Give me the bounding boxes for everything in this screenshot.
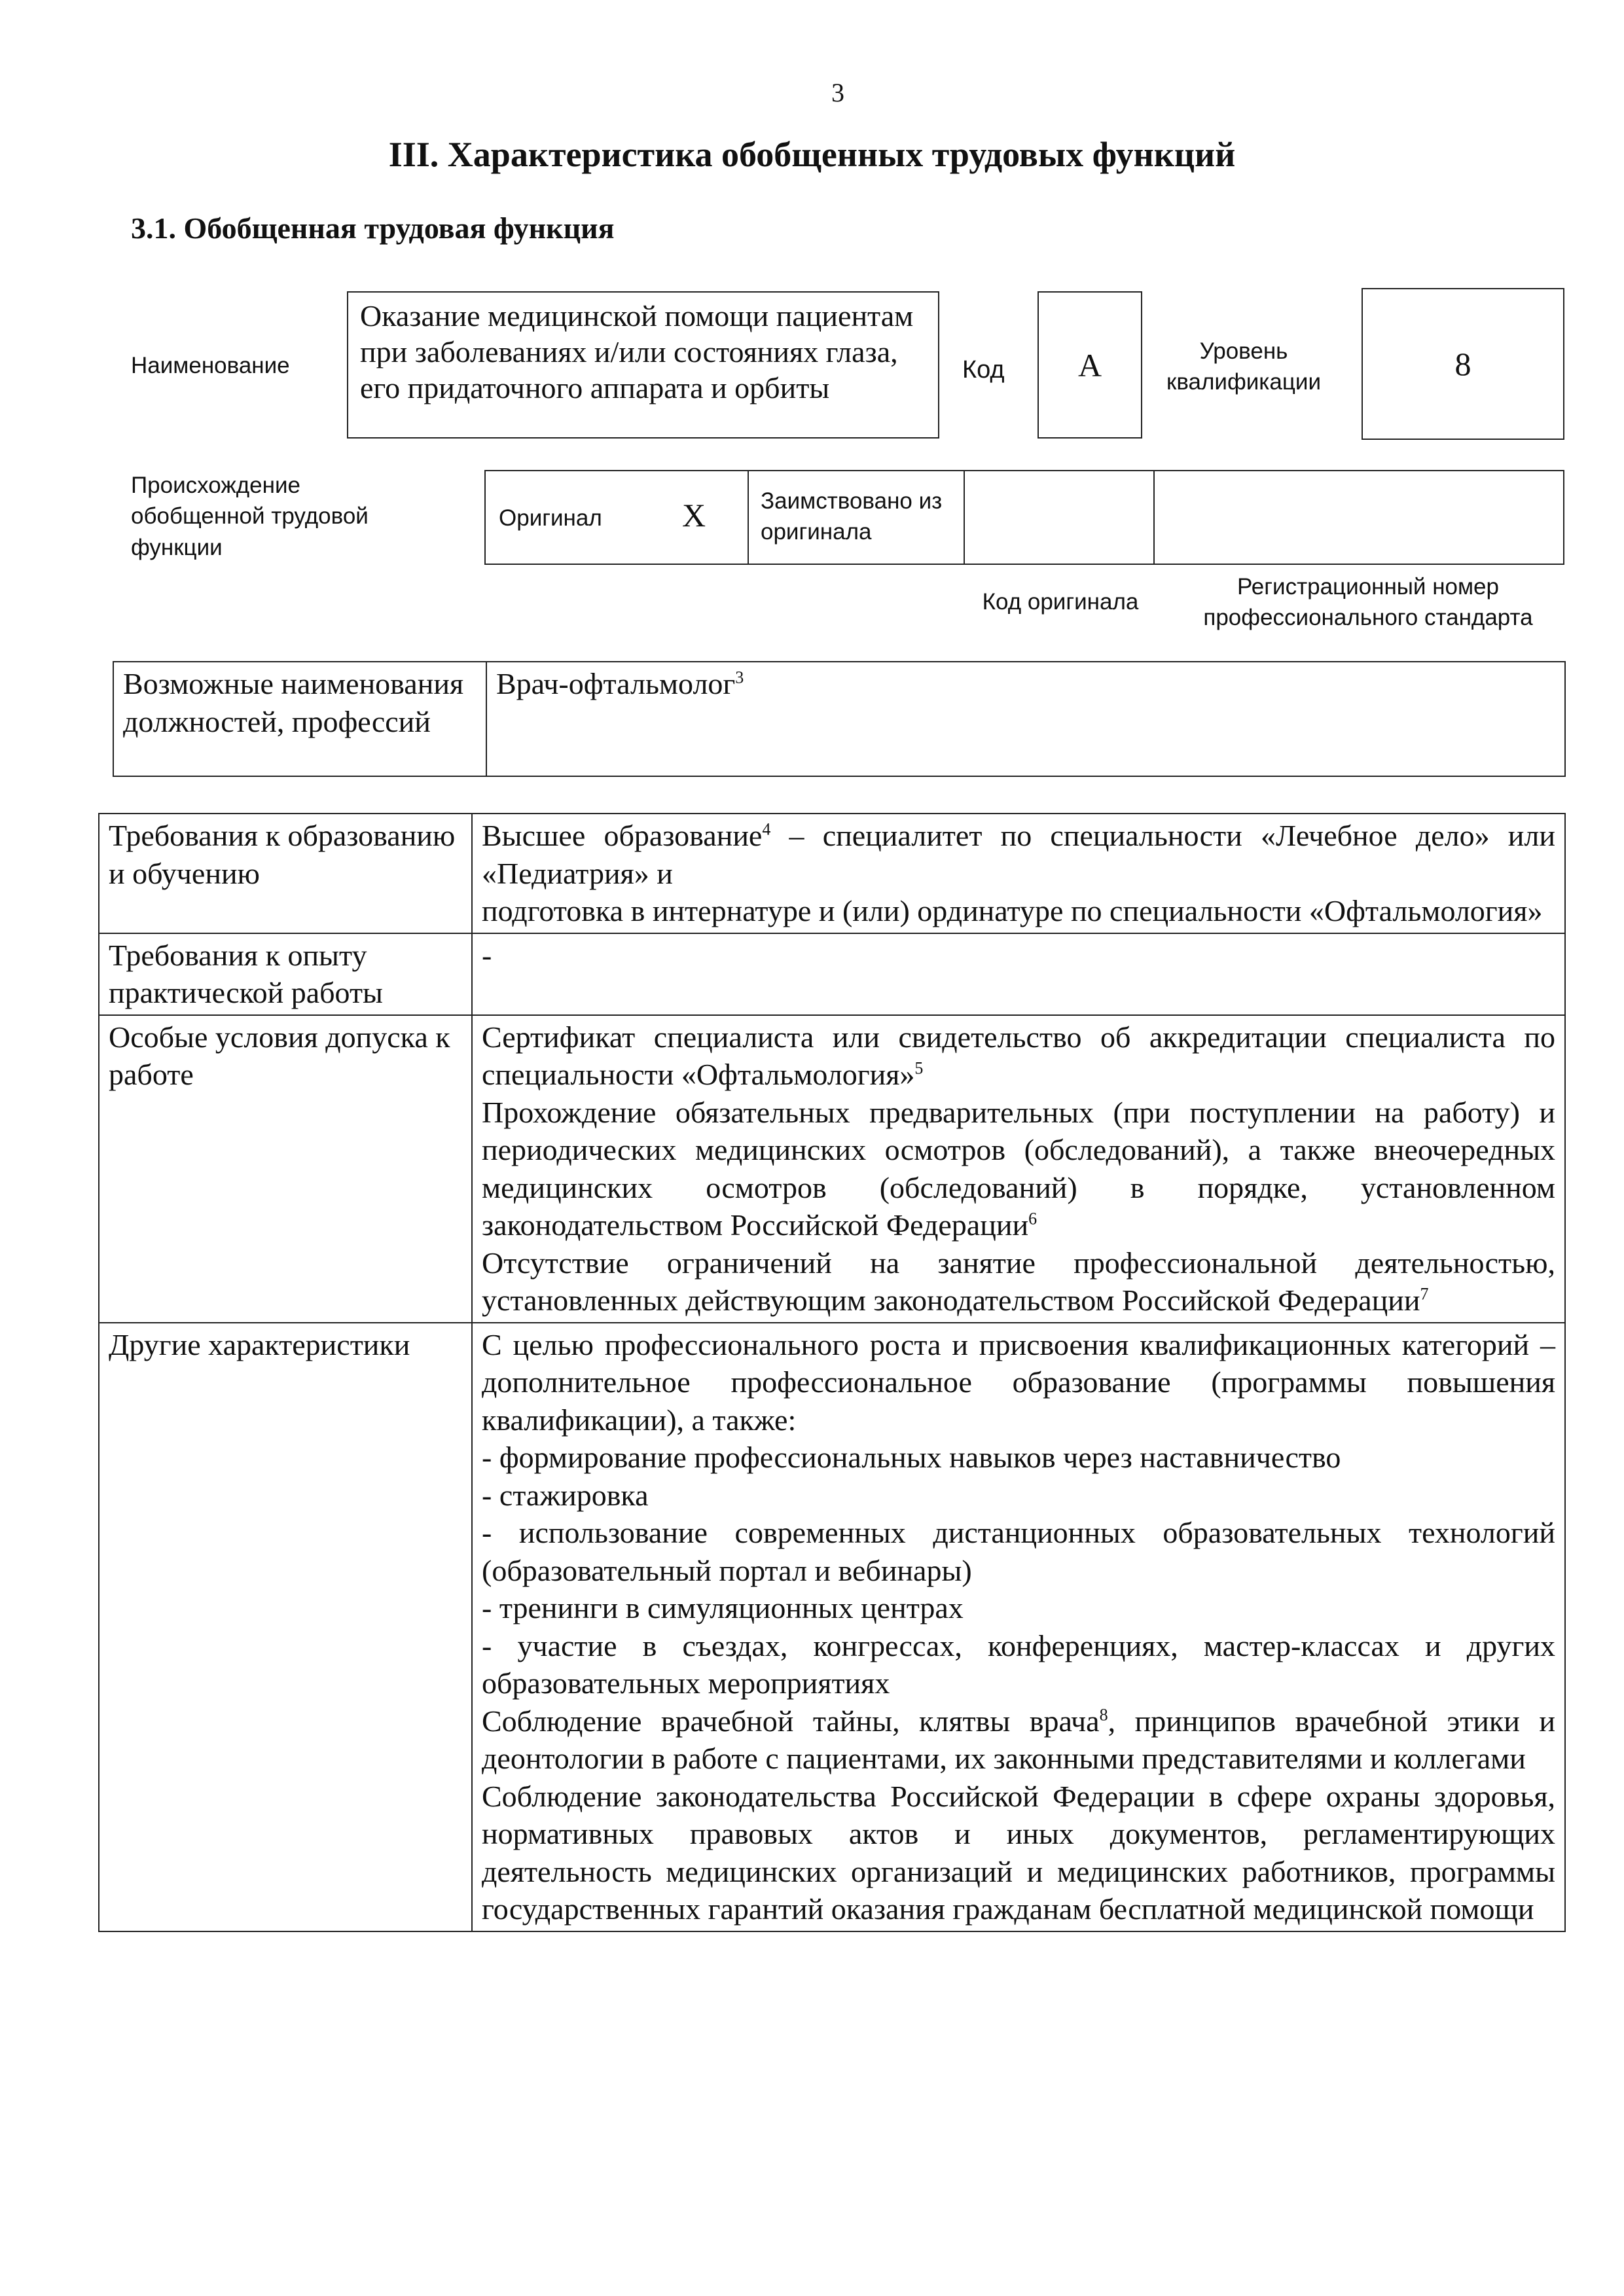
requirement-value bbox=[472, 814, 1565, 933]
requirement-value bbox=[472, 1015, 1565, 1323]
qualification-level-value: 8 bbox=[1454, 346, 1471, 382]
requirements-table bbox=[98, 813, 1566, 1932]
paragraph-text: Высшее образование bbox=[482, 819, 763, 852]
paragraph-text: - тренинги в симуляционных центрах bbox=[482, 1591, 964, 1624]
requirement-paragraph bbox=[482, 1627, 1555, 1702]
requirement-paragraph bbox=[482, 1018, 1555, 1094]
paragraph-text: Отсутствие ограничений на занятие профессиональной деятельностью, установленных действующим законодательством Российской Федерации bbox=[482, 1246, 1555, 1317]
paragraph-text: Сертификат специалиста или свидетельство об аккредитации специалиста по специальности «Офтальмология» bbox=[482, 1020, 1555, 1091]
paragraph-text: Соблюдение законодательства Российской Федерации в сфере охраны здоровья, нормативных правовых актов и иных документов, регламентирующих деятельность медицинских организаций и медицинских работников, программы государственных гарантий оказания гражданам бесплатной медицинской помощи bbox=[482, 1779, 1555, 1926]
footnote-ref: 5 bbox=[914, 1058, 924, 1078]
original-code-cell bbox=[965, 471, 1152, 564]
subsection-title: 3.1. Обобщенная трудовая функция bbox=[131, 211, 615, 245]
paragraph-text: - участие в съездах, конгрессах, конференциях, мастер-классах и других образовательных мероприятиях bbox=[482, 1628, 1555, 1700]
requirement-value bbox=[472, 933, 1565, 1015]
requirement-paragraph bbox=[482, 1589, 1555, 1627]
positions-label: Возможные наименования должностей, профессий bbox=[113, 662, 486, 776]
requirement-label: Требования к образованию и обучению bbox=[99, 814, 472, 933]
qualification-level-label: Уровень квалификации bbox=[1166, 338, 1321, 395]
function-name-value: Оказание медицинской помощи пациентам при заболеваниях и/или состояниях глаза, его придаточного аппарата и орбиты bbox=[360, 299, 914, 405]
section-title: III. Характеристика обобщенных трудовых функций bbox=[388, 135, 1236, 174]
origin-table bbox=[484, 470, 1564, 565]
paragraph-tail: , принципов врачебной этики и деонтологии в работе с пациентами, их законными представителями и коллегами bbox=[482, 1704, 1555, 1775]
positions-footnote: 3 bbox=[735, 668, 744, 687]
function-name-box bbox=[347, 291, 939, 439]
paragraph-text: - bbox=[482, 938, 492, 972]
paragraph-text: - формирование профессиональных навыков через наставничество bbox=[482, 1441, 1341, 1474]
origin-divider-3 bbox=[1153, 471, 1155, 564]
requirement-paragraph bbox=[482, 1702, 1555, 1778]
requirement-label: Особые условия допуска к работе bbox=[99, 1015, 472, 1323]
paragraph-text: - использование современных дистанционных образовательных технологий (образовательный портал и вебинары) bbox=[482, 1516, 1555, 1587]
code-label: Код bbox=[962, 356, 1005, 384]
reg-number-caption: Регистрационный номер профессионального стандарта bbox=[1203, 573, 1533, 630]
footnote-ref: 6 bbox=[1028, 1209, 1038, 1229]
requirement-paragraph bbox=[482, 1326, 1555, 1439]
requirements-row bbox=[99, 814, 1565, 933]
origin-divider-1 bbox=[748, 471, 749, 564]
footnote-ref: 8 bbox=[1099, 1705, 1108, 1725]
footnote-ref: 7 bbox=[1420, 1284, 1429, 1304]
original-code-caption: Код оригинала bbox=[982, 589, 1139, 615]
requirements-row bbox=[99, 1323, 1565, 1931]
paragraph-text: Прохождение обязательных предварительных (при поступлении на работу) и периодических медицинских осмотров (обследований), а также внеочередных медицинских осмотров (обследований) в порядке, установленном законодательством Российской Федерации bbox=[482, 1095, 1555, 1242]
qualification-level-box bbox=[1362, 288, 1564, 440]
borrowed-label: Заимствовано из оригинала bbox=[761, 488, 943, 545]
origin-label: Происхождение обобщенной трудовой функции bbox=[131, 473, 369, 560]
requirement-paragraph bbox=[482, 937, 1555, 975]
original-label: Оригинал bbox=[499, 505, 602, 531]
requirement-paragraph bbox=[482, 892, 1555, 930]
origin-divider-2 bbox=[964, 471, 965, 564]
footnote-ref: 4 bbox=[762, 819, 771, 839]
requirement-paragraph bbox=[482, 1514, 1555, 1589]
requirements-row bbox=[99, 933, 1565, 1015]
requirement-label: Требования к опыту практической работы bbox=[99, 933, 472, 1015]
paragraph-text: подготовка в интернатуре и (или) ординатуре по специальности «Офтальмология» bbox=[482, 894, 1543, 927]
paragraph-text: С целью профессионального роста и присвоения квалификационных категорий – дополнительное профессиональное образование (программы повышения квалификации), а также: bbox=[482, 1327, 1555, 1437]
paragraph-text: - стажировка bbox=[482, 1478, 649, 1512]
original-mark: X bbox=[682, 497, 706, 533]
paragraph-text: Соблюдение врачебной тайны, клятвы врача bbox=[482, 1704, 1100, 1738]
code-value: A bbox=[1077, 346, 1102, 384]
requirement-paragraph bbox=[482, 1244, 1555, 1319]
positions-table bbox=[113, 661, 1566, 777]
reg-number-cell bbox=[1155, 471, 1564, 564]
positions-value-cell bbox=[486, 662, 1565, 776]
name-label: Наименование bbox=[131, 353, 290, 378]
code-value-box bbox=[1038, 291, 1142, 439]
requirement-paragraph bbox=[482, 1778, 1555, 1928]
requirement-value bbox=[472, 1323, 1565, 1931]
positions-value: Врач-офтальмолог bbox=[496, 667, 736, 700]
requirement-paragraph bbox=[482, 817, 1555, 892]
requirement-paragraph bbox=[482, 1094, 1555, 1244]
requirement-paragraph bbox=[482, 1439, 1555, 1477]
requirements-row bbox=[99, 1015, 1565, 1323]
page-number: 3 bbox=[831, 78, 844, 107]
requirement-paragraph bbox=[482, 1477, 1555, 1515]
paragraph-tail: – специалитет по специальности «Лечебное дело» или «Педиатрия» и bbox=[482, 819, 1555, 890]
requirement-label: Другие характеристики bbox=[99, 1323, 472, 1931]
